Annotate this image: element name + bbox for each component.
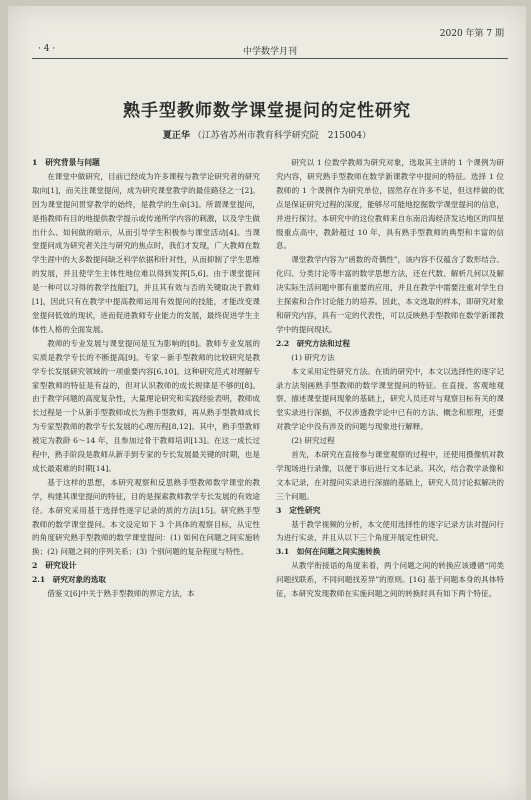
subsection-heading: 2.1 研究对象的选取: [32, 575, 106, 585]
section-heading: 3 定性研究: [276, 505, 321, 515]
section-heading: 1 研究背景与问题: [32, 158, 100, 167]
paragraph: 基于这样的思想，本研究观察和反思熟手型教师数学课堂的教学，构建其课堂提问的特征，目的是探索教师教学专长发展的有效途径。本研究采用基于选择性逐字记录的质的方法[15]。研究熟手型教师的数学课堂提问。本文设定如下 3 个具体的观察目标，从定性的角度研究熟手型教师的数学课堂提问：(1) 如何在问题之间实施转换；(2) 问题之间的序列关系；(3) 个别问题的复杂程度与特性。: [32, 477, 260, 557]
paragraph: 教师的专业发展与课堂提问是互为影响的[8]。教师专业发展的实质是教学专长的不断提高[9]。专家－新手型教师的比较研究是教学专长发展研究领域的一项重要内容[6,10]。这种研究范式对理解专家型教师的特征是有益的，但对认识教师的成长规律是不够的[8]。由于教学问题的高度复杂性，大量理论研究和实践经验表明，教师成长过程是一个从新手型教师成长为熟手型教师，再从熟手型教师成长为专家型教师的教学专长发展的心理历程[8,12]。其中，熟手型教师被定为教龄 6～14 年，且参加过骨干教师培训[13]。在这一成长过程中，熟手阶段是教师从新手到专家的专长发展最关键的时期，也是成长最艰难的时期[14]。: [32, 338, 260, 473]
section-heading: 2 研究设计: [32, 561, 77, 571]
running-header: [32, 29, 508, 59]
left-column: [32, 156, 260, 601]
author-name: 夏正华: [162, 131, 190, 141]
paragraph: 本文采用定性研究方法。在质的研究中，本文以选择性的逐字记录方法刻画熟手型教师的数学课堂提问的特征。在直接、客观地观察、描述课堂提问现象的基础上，研究人员还对与观察目标有关的课堂实录进行深描，不仅涉透教学论中已有的方法、概念和原理，还要对教学论中没有涉及的问题与现象进行解释。: [276, 366, 504, 432]
paragraph: 从教学衔接语的角度来看，两个问题之间的转换应该遵循“同类问题找联系，不同问题找差异”的原则。[16] 基于问题本身的具体特征，本研究发现教师在实施问题之间的转换时具有如下两个特征。: [276, 561, 504, 599]
right-column: [276, 156, 504, 601]
method-subheading: (1) 研究方法: [291, 352, 335, 362]
subsection-heading: 3.1 如何在问题之间实施转换: [276, 547, 381, 557]
issue-label: 2020 年第 7 期: [439, 29, 504, 39]
process-subheading: (2) 研究过程: [291, 436, 335, 446]
paragraph: 首先，本研究在直接参与课堂观察的过程中，还使用摄像机对教学现场进行录像，以便于事后进行文本记录。其次，结合教学录像和文本记录，在对提问实录进行深描的基础上，研究人员讨论拟解决的三个问题。: [276, 450, 504, 501]
paragraph: 基于教学视频的分析，本文使用选择性的逐字记录方法对提问行为进行实录，并且从以下三个角度开展定性研究。: [276, 519, 504, 543]
journal-page: [8, 6, 526, 800]
paragraph: 课堂教学内容为“函数的奇偶性”，该内容不仅蕴含了数形结合、化归、分类讨论等丰富的数学思想方法，还在代数、解析几何以及解决实际生活问题中都有重要的应用，并且在教学中需要注重对学生自主探索和合作讨论能力的培养。因此，本文选取的样本，即研究对象和研究内容，具有一定的代表性，可以反映熟手型教师在数学新课教学中的提问现状。: [276, 255, 504, 334]
article-title: 熟手型教师数学课堂提问的定性研究: [123, 101, 411, 121]
journal-name: 中学数学月刊: [242, 47, 297, 57]
subsection-heading: 2.2 研究方法和过程: [276, 338, 350, 348]
author-affiliation: （江苏省苏州市教育科学研究院 215004）: [192, 131, 372, 141]
paragraph: 借鉴文[6]中关于熟手型教师的界定方法，本: [47, 589, 195, 599]
paragraph: 研究以 1 位数学教师为研究对象，选取其主讲的 1 个课例为研究内容，研究熟手型教师在数学新课教学中提问的特征。选择 1 位教师的 1 个课例作为研究单位，固然存在许多不足，但这样做的优点是保证研究过程的深度，能够尽可能地挖掘数学课堂提问的信息，并进行探讨。本研究中的这位教师来自东南沿海经济发达地区的四星级重点高中，教龄超过 10 年，具有熟手型教师的典型和丰富的信息。: [276, 158, 504, 251]
page-number: · 4 ·: [38, 44, 56, 54]
author-line: [8, 128, 526, 141]
paragraph: 在课堂中做研究，目前已经成为许多课程与教学论研究者的研究取向[1]，而关注课堂提问，成为研究课堂教学的最佳路径之一[2]。因为课堂提问贯穿教学的始终，是教学的生命[3]。所谓课堂提问，是指教师有目的地提供教学提示或传递所学内容的刺激，以及学生做出什么、如何做的暗示，从而引导学生积极参与课堂活动[4]。当课堂提问成为研究者关注与研究的焦点时，我们才发现，广大教师在数学生涯中的大多数提问缺乏科学依据和针对性，从而抑制了学生思维的发展，并且使学生主体性地位难以得到发挥[5,6]。由于课堂提问是一种可以习得的教学技能[7]，并且其有效与否的关键取决于教师[1]，因此只有在教学中提高教师运用有效提问的技能，才能改变课堂提问低效的现状，进而促进教师专业能力的发展，最终促进学生主体性人格的全面发展。: [32, 171, 260, 334]
